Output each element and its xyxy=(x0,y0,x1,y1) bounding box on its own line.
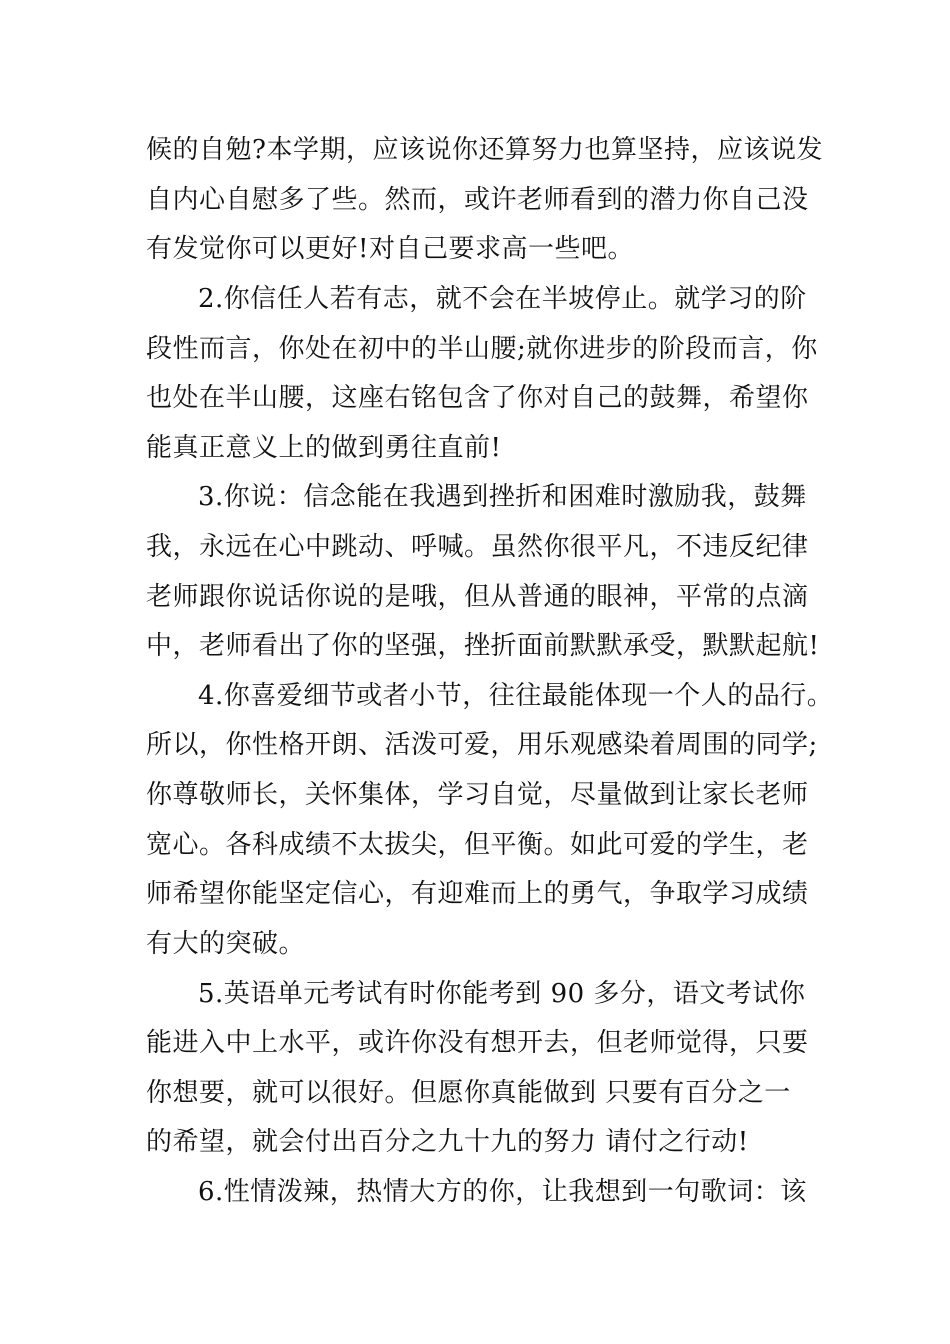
text-line: 5.英语单元考试有时你能考到 90 多分，语文考试你 xyxy=(198,979,806,1009)
text-line: 老师跟你说话你说的是哦，但从普通的眼神，平常的点滴 xyxy=(146,582,809,612)
text-line: 能真正意义上的做到勇往直前! xyxy=(146,433,502,463)
text-line: 的希望，就会付出百分之九十九的努力 请付之行动! xyxy=(146,1127,749,1157)
text-line: 我，永远在心中跳动、呼喊。虽然你很平凡，不违反纪律 xyxy=(146,532,809,562)
text-line: 你尊敬师长，关怀集体，学习自觉，尽量做到让家长老师 xyxy=(146,780,809,810)
text-line: 自内心自慰多了些。然而，或许老师看到的潜力你自己没 xyxy=(146,185,809,215)
text-line: 有大的突破。 xyxy=(146,929,306,959)
text-line: 2.你信任人若有志，就不会在半坡停止。就学习的阶 xyxy=(198,284,807,314)
text-line: 4.你喜爱细节或者小节，往往最能体现一个人的品行。 xyxy=(198,681,834,711)
text-line: 中，老师看出了你的坚强，挫折面前默默承受，默默起航! xyxy=(146,631,820,661)
text-line: 你想要，就可以很好。但愿你真能做到 只要有百分之一 xyxy=(146,1078,791,1108)
text-line: 候的自勉?本学期，应该说你还算努力也算坚持，应该说发 xyxy=(146,135,823,165)
text-line: 宽心。各科成绩不太拔尖，但平衡。如此可爱的学生，老 xyxy=(146,830,809,860)
text-line: 所以，你性格开朗、活泼可爱，用乐观感染着周围的同学; xyxy=(146,730,818,760)
text-line: 6.性情泼辣，热情大方的你，让我想到一句歌词：该 xyxy=(198,1177,807,1207)
text-line: 师希望你能坚定信心，有迎难而上的勇气，争取学习成绩 xyxy=(146,879,809,909)
text-line: 能进入中上水平，或许你没有想开去，但老师觉得，只要 xyxy=(146,1028,809,1058)
text-line: 有发觉你可以更好!对自己要求高一些吧。 xyxy=(146,234,634,264)
text-line: 3.你说：信念能在我遇到挫折和困难时激励我，鼓舞 xyxy=(198,482,807,512)
text-line: 也处在半山腰，这座右铭包含了你对自己的鼓舞，希望你 xyxy=(146,383,809,413)
text-line: 段性而言，你处在初中的半山腰;就你进步的阶段而言，你 xyxy=(146,334,818,364)
